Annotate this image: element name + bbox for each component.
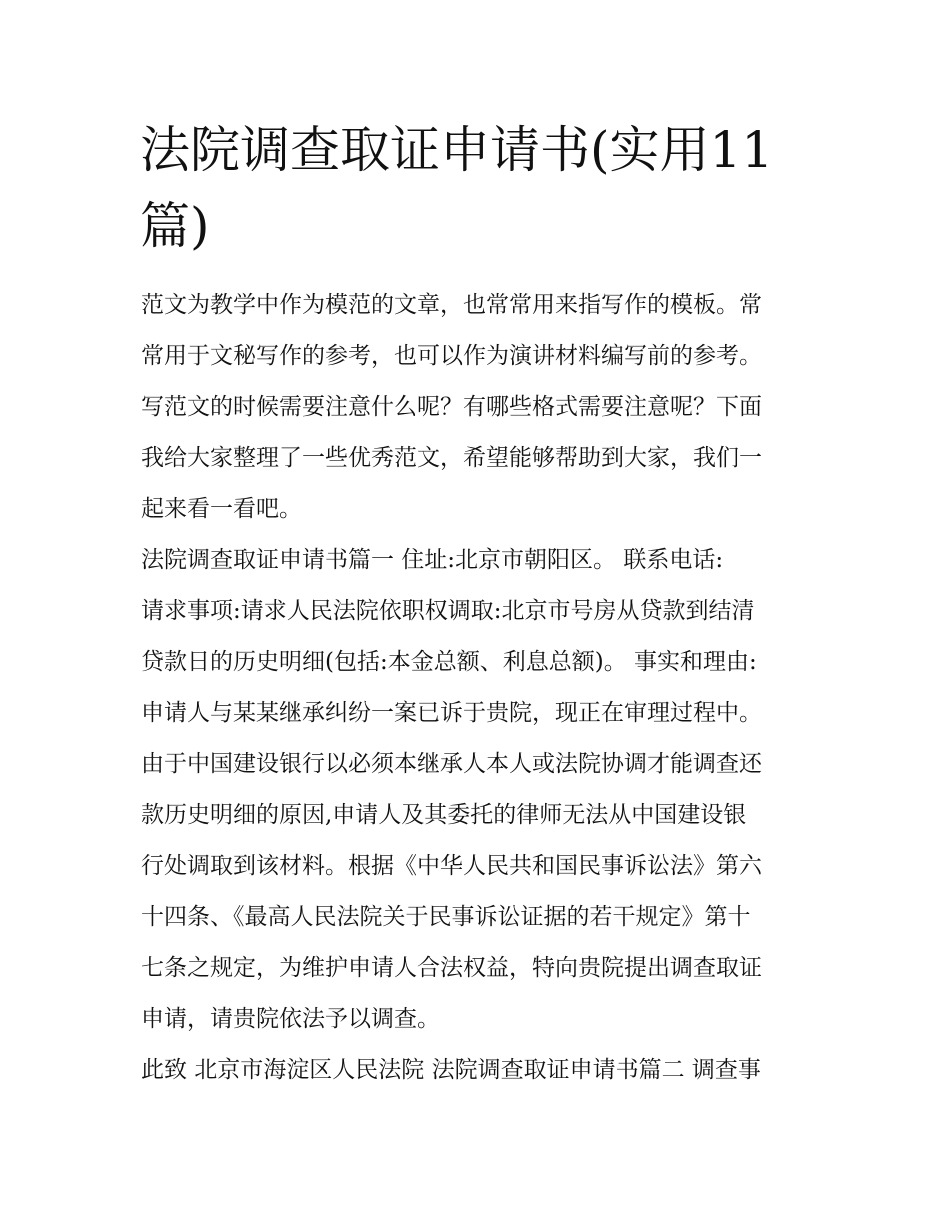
text-line: 申请，请贵院依法予以调查。 bbox=[141, 1006, 440, 1032]
intro-paragraph bbox=[141, 280, 813, 535]
text-line: 此致 北京市海淀区人民法院 法院调查取证申请书篇二 调查事 bbox=[141, 1057, 761, 1083]
text-line: 我给大家整理了一些优秀范文，希望能够帮助到大家，我们一 bbox=[141, 445, 762, 471]
text-line: 由于中国建设银行以必须本继承人本人或法院协调才能调查还 bbox=[141, 751, 762, 777]
title-line: 法院调查取证申请书(实用11 bbox=[140, 121, 774, 179]
text-line: 贷款日的历史明细(包括:本金总额、利息总额)。 事实和理由: bbox=[141, 649, 757, 675]
sample-one-paragraph bbox=[141, 535, 813, 1045]
text-line: 七条之规定，为维护申请人合法权益，特向贵院提出调查取证 bbox=[141, 955, 762, 981]
text-line: 行处调取到该材料。根据《中华人民共和国民事诉讼法》第六 bbox=[141, 853, 762, 879]
document-body bbox=[141, 280, 813, 1096]
text-line: 写范文的时候需要注意什么呢？有哪些格式需要注意呢？下面 bbox=[141, 394, 762, 420]
title-line: 篇) bbox=[140, 197, 210, 255]
text-line: 范文为教学中作为模范的文章，也常常用来指写作的模板。常 bbox=[141, 292, 762, 318]
text-line: 十四条、《最高人民法院关于民事诉讼证据的若干规定》第十 bbox=[141, 904, 751, 930]
document-title bbox=[140, 112, 820, 264]
text-line: 常用于文秘写作的参考，也可以作为演讲材料编写前的参考。 bbox=[141, 343, 762, 369]
text-line: 请求事项:请求人民法院依职权调取:北京市号房从贷款到结清 bbox=[141, 598, 755, 624]
text-line: 法院调查取证申请书篇一 住址:北京市朝阳区。 联系电话: bbox=[141, 547, 724, 573]
text-line: 申请人与某某继承纠纷一案已诉于贵院，现正在审理过程中。 bbox=[141, 700, 762, 726]
text-line: 起来看一看吧。 bbox=[141, 496, 302, 522]
closing-paragraph bbox=[141, 1045, 813, 1096]
text-line: 款历史明细的原因,申请人及其委托的律师无法从中国建设银 bbox=[141, 802, 747, 828]
